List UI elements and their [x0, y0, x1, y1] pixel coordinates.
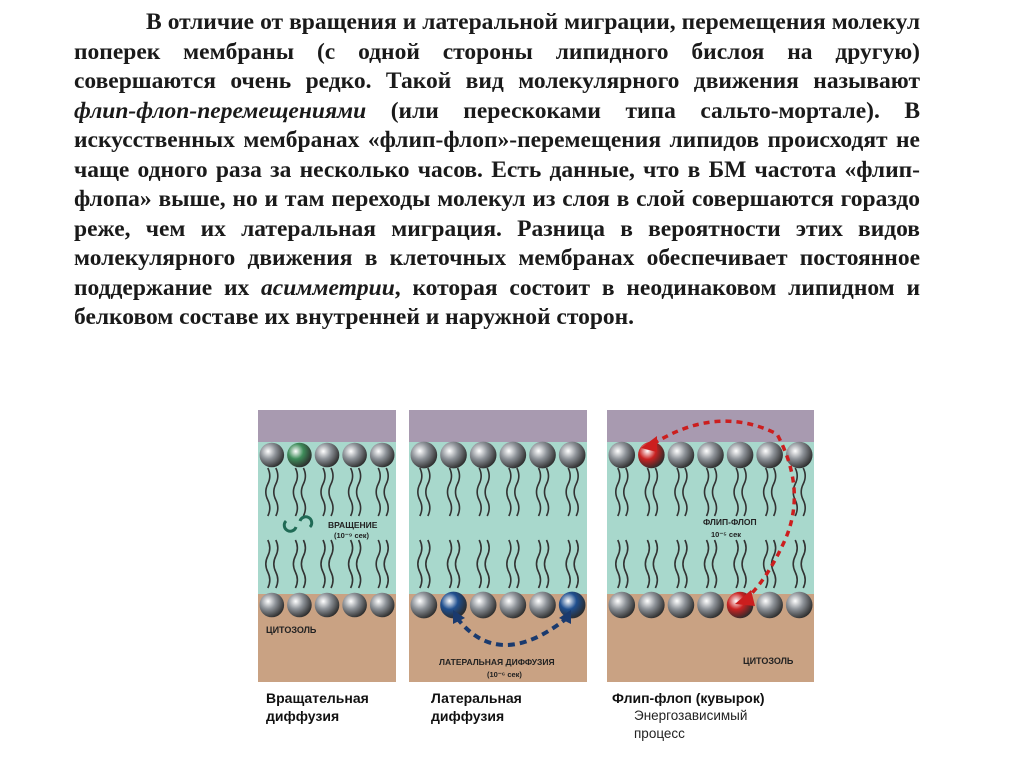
lipid-head: [500, 442, 527, 469]
term-flip-flop: флип-флоп-перемещениями: [74, 97, 367, 124]
lipid-head: [786, 592, 813, 619]
flipflop-svg: [607, 410, 814, 682]
lipid-head: [287, 443, 312, 468]
energy-note-line2: процесс: [634, 726, 685, 741]
lateral-caption-line2: диффузия: [431, 708, 505, 724]
lipid-head: [609, 442, 636, 469]
lipid-head: [756, 442, 783, 469]
lipid-head: [370, 593, 395, 618]
flipflop-diagram: [607, 410, 814, 682]
lipid-head: [470, 442, 497, 469]
rotation-caption-line2: диффузия: [266, 708, 340, 724]
lateral-caption-line1: Латеральная: [431, 690, 522, 706]
energy-note-line1: Энергозависимый: [634, 708, 748, 723]
lateral-svg: [409, 410, 587, 682]
rotation-caption: [266, 689, 369, 725]
lipid-head: [315, 593, 340, 618]
lipid-head: [260, 593, 285, 618]
flipflop-label: ФЛИП-ФЛОП: [703, 517, 757, 527]
rotation-cytosol-label: ЦИТОЗОЛЬ: [266, 625, 317, 635]
paragraph-text-1: В отличие от вращения и латеральной миграции, перемещения молекул поперек мембраны (с одной стороны липидного бислоя на другую) совершаются очень редко. Такой вид молекулярного движения называют: [74, 9, 920, 94]
rotation-label: ВРАЩЕНИЕ: [328, 520, 378, 530]
lipid-head: [411, 592, 438, 619]
flipflop-time: 10⁻⁵ сек: [711, 530, 742, 539]
lipid-head: [529, 592, 556, 619]
lateral-label: ЛАТЕРАЛЬНАЯ ДИФФУЗИЯ: [439, 657, 555, 667]
lipid-head: [470, 592, 497, 619]
lipid-head: [697, 442, 724, 469]
lipid-head: [559, 592, 586, 619]
lipid-head: [609, 592, 636, 619]
lipid-head: [756, 592, 783, 619]
lateral-time: (10⁻⁶ сек): [487, 670, 522, 679]
lipid-head: [529, 442, 556, 469]
lipid-head: [315, 443, 340, 468]
lipid-head: [500, 592, 527, 619]
flipflop-caption: Флип-флоп (кувырок): [612, 690, 765, 706]
lipid-head: [260, 443, 285, 468]
rotation-time: (10⁻⁹ сек): [334, 531, 370, 540]
lipid-head: [440, 442, 467, 469]
lipid-head: [786, 442, 813, 469]
rotation-diagram: [258, 410, 396, 682]
lateral-diagram: [409, 410, 587, 682]
lipid-head: [559, 442, 586, 469]
energy-note: [634, 707, 747, 743]
lipid-head: [342, 443, 367, 468]
lipid-head: [370, 443, 395, 468]
lipid-head: [697, 592, 724, 619]
lipid-head: [668, 442, 695, 469]
lipid-head: [287, 593, 312, 618]
lipid-head: [668, 592, 695, 619]
paragraph-text-2: (или перескоками типа сальто-мортале). В искусственных мембранах «флип-флоп»-перемещения липидов происходят не чаще одного раза за несколько часов. Есть данные, что в БМ частота «флип-флопа» выше, но и там переходы молекул из слоя в слой совершаются гораздо реже, чем их латеральная миграция. Разница в вероятности этих видов молекулярного движения в клеточных мембранах обеспечивает постоянное поддержание их: [74, 97, 920, 301]
paragraph-text-3: , которая состоит в неодинаковом липидном и белковом составе их внутренней и наружной сторон.: [74, 274, 920, 330]
lipid-head: [638, 592, 665, 619]
rotation-caption-line1: Вращательная: [266, 690, 369, 706]
flipflop-cytosol-label: ЦИТОЗОЛЬ: [743, 656, 794, 666]
lipid-head: [342, 593, 367, 618]
rotation-svg: [258, 410, 396, 682]
lipid-head: [411, 442, 438, 469]
term-asymmetry: асимметрии: [261, 274, 395, 301]
lateral-caption: [431, 689, 522, 725]
lipid-head: [727, 442, 754, 469]
body-paragraph: [74, 8, 920, 333]
